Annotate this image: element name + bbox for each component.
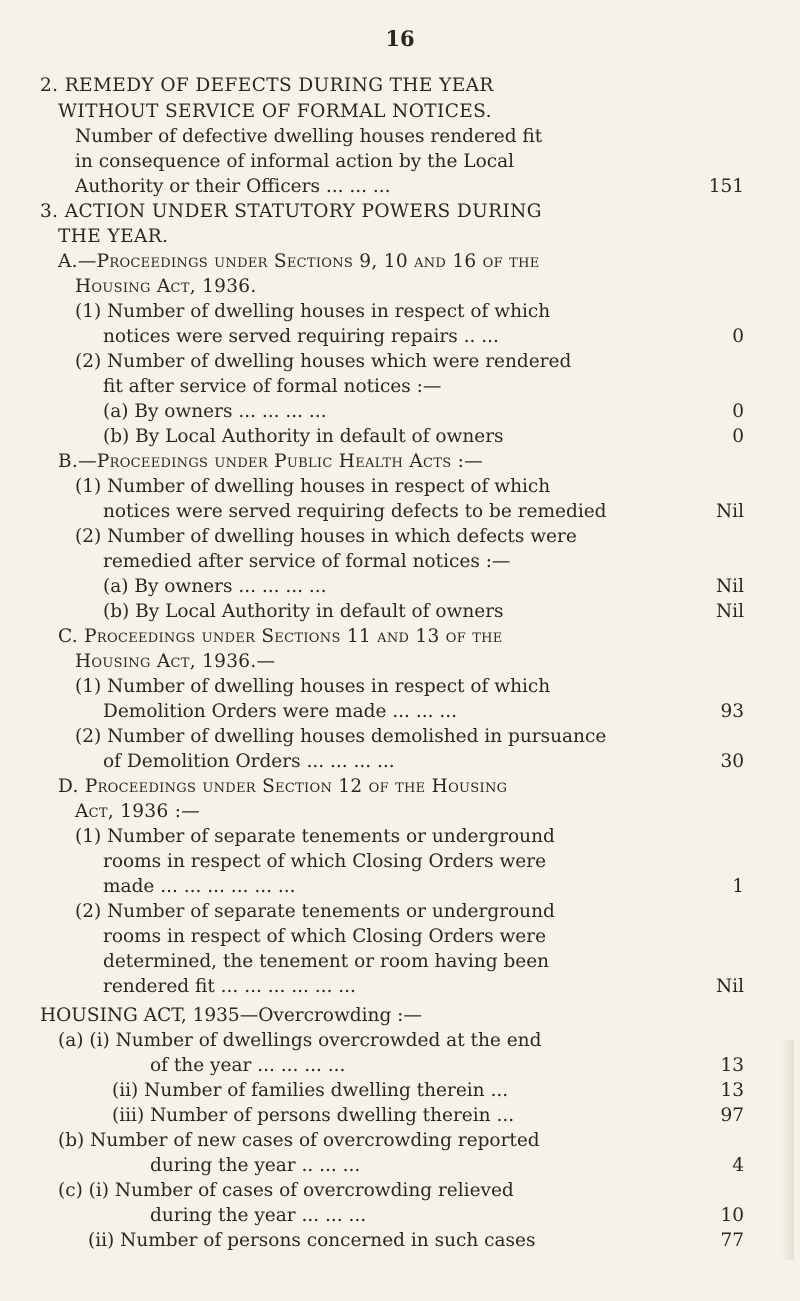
text-line: Authority or their Officers ... ... ... 151	[0, 174, 800, 200]
text-line: during the year ... ... ... 10	[0, 1203, 800, 1229]
text-line: (b) By Local Authority in default of owners Nil	[0, 599, 800, 625]
text-line: (iii) Number of persons dwelling therein ... 97	[0, 1103, 800, 1129]
text-line: (1) Number of separate tenements or underground	[75, 826, 555, 847]
text-line: fit after service of formal notices :—	[103, 376, 442, 397]
text-line: of Demolition Orders ... ... ... ... 30	[0, 749, 800, 775]
section-heading: Act, 1936 :—	[75, 801, 201, 822]
value: 93	[720, 701, 744, 722]
text-line: notices were served requiring defects to be remedied Nil	[0, 499, 800, 525]
text-line: (a) By owners ... ... ... ... 0	[0, 399, 800, 425]
text-line: rooms in respect of which Closing Orders were	[103, 926, 547, 947]
text-line: (ii) Number of persons concerned in such cases 77	[0, 1228, 800, 1254]
text-line: 3. ACTION UNDER STATUTORY POWERS DURING	[40, 201, 542, 222]
text-line: (1) Number of dwelling houses in respect of which	[75, 301, 551, 322]
text-line: (a) (i) Number of dwellings overcrowded at the end	[58, 1030, 542, 1051]
text-line: 2. REMEDY OF DEFECTS DURING THE YEAR	[40, 75, 494, 96]
paper-edge-shade	[780, 1040, 794, 1260]
value: Nil	[715, 601, 744, 622]
text-line: (a) By owners ... ... ... ... Nil	[0, 574, 800, 600]
text-line: Demolition Orders were made ... ... ... 93	[0, 699, 800, 725]
value: 4	[732, 1155, 744, 1176]
section-heading: HOUSING ACT, 1935—Overcrowding :—	[40, 1005, 422, 1026]
section-heading: B.—Proceedings under Public Health Acts :—	[58, 451, 483, 472]
value: 13	[720, 1055, 744, 1076]
text-line: rendered fit ... ... ... ... ... ... Nil	[0, 974, 800, 1000]
value: 151	[708, 176, 744, 197]
text-line: (2) Number of dwelling houses demolished in pursuance	[75, 726, 607, 747]
text-line: Number of defective dwelling houses rendered fit	[75, 126, 543, 147]
text-line: during the year .. ... ... 4	[0, 1153, 800, 1179]
value: Nil	[715, 576, 744, 597]
text-line: (c) (i) Number of cases of overcrowding relieved	[58, 1180, 514, 1201]
value: 77	[720, 1230, 744, 1251]
section-heading: C. Proceedings under Sections 11 and 13 of the	[58, 626, 503, 647]
text-line: (b) Number of new cases of overcrowding reported	[58, 1130, 540, 1151]
text-line: (2) Number of dwelling houses which were rendered	[75, 351, 572, 372]
value: 97	[720, 1105, 744, 1126]
text-line: (2) Number of separate tenements or underground	[75, 901, 555, 922]
text-line: made ... ... ... ... ... ... 1	[0, 874, 800, 900]
text-line: in consequence of informal action by the Local	[75, 151, 515, 172]
text-line: (2) Number of dwelling houses in which defects were	[75, 526, 577, 547]
value: Nil	[715, 976, 744, 997]
section-heading: A.—Proceedings under Sections 9, 10 and 16 of the	[58, 251, 540, 272]
text-line: notices were served requiring repairs .. ... 0	[0, 324, 800, 350]
text-line: (ii) Number of families dwelling therein ... 13	[0, 1078, 800, 1104]
page-number: 16	[385, 26, 415, 51]
text-line: (b) By Local Authority in default of owners 0	[0, 424, 800, 450]
text-line: WITHOUT SERVICE OF FORMAL NOTICES.	[58, 101, 492, 122]
value: 0	[732, 401, 744, 422]
value: 13	[720, 1080, 744, 1101]
value: 1	[732, 876, 744, 897]
value: Nil	[715, 501, 744, 522]
value: 30	[720, 751, 744, 772]
value: 0	[732, 426, 744, 447]
section-heading: Housing Act, 1936.	[75, 276, 257, 297]
text-line: remedied after service of formal notices :—	[103, 551, 511, 572]
text-line: THE YEAR.	[58, 226, 169, 247]
section-heading: D. Proceedings under Section 12 of the Housing	[58, 776, 508, 797]
text-line: rooms in respect of which Closing Orders were	[103, 851, 547, 872]
text-line: (1) Number of dwelling houses in respect of which	[75, 676, 551, 697]
text-line: (1) Number of dwelling houses in respect of which	[75, 476, 551, 497]
text-line: of the year ... ... ... ... 13	[0, 1053, 800, 1079]
value: 10	[720, 1205, 744, 1226]
section-heading: Housing Act, 1936.—	[75, 651, 276, 672]
text-line: determined, the tenement or room having been	[103, 951, 550, 972]
value: 0	[732, 326, 744, 347]
